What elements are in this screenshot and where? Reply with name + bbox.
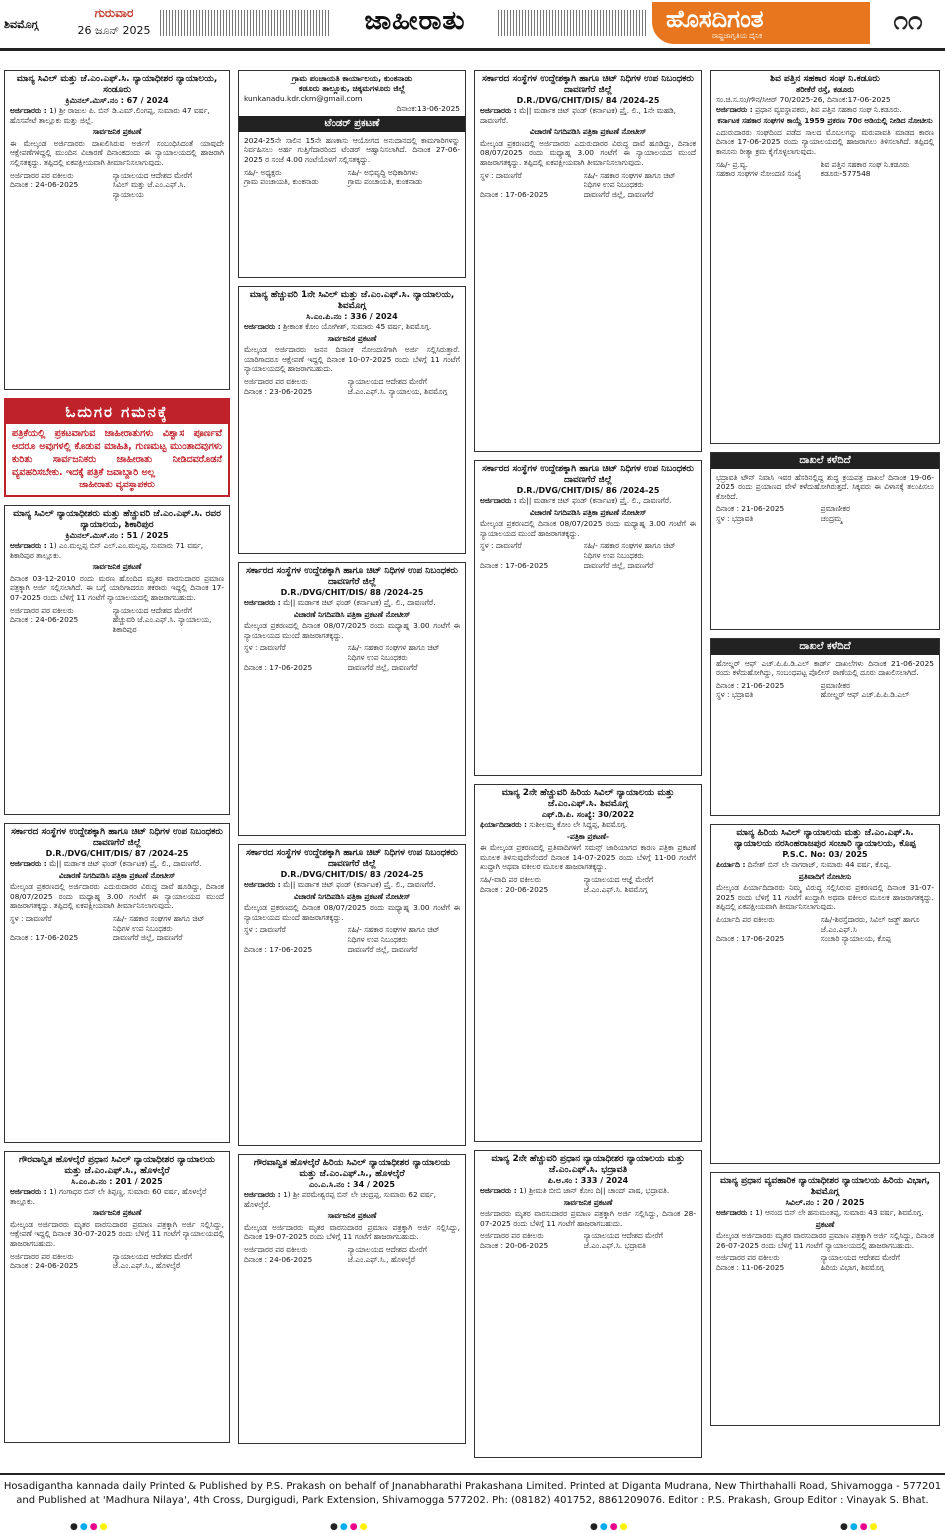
section-label: ಸಾರ್ವಜನಿಕ ಪ್ರಕಟಣೆ (92, 562, 142, 572)
party-text: 1) ಎಂ.ಮಲ್ಲಪ್ಪ ಬಿನ್ ಎಲ್.ಎಂ.ಮಲ್ಲಪ್ಪ, ಸುಮಾರು 71 ವರ್ಷ, ಶಿಕಾರಿಪುರ ತಾಲ್ಲೂಕು. (10, 541, 204, 560)
reference-line: ಸಂ.ಚಿ.ಸ.ಸಂ/ಗೌನ/ಸಿಆರ್ 70/2025-26, ದಿನಾಂಕ:17-06-2025 (716, 95, 891, 104)
party-text: 1) ಶ್ರೀ ಪರಮೇಶ್ವರಪ್ಪ ಬಿನ್ ಲೇ ಚಂದ್ರಪ್ಪ, ಸುಮಾರು 62 ವರ್ಷ, ಹೊಳಲ್ಕೆರೆ. (244, 1190, 436, 1209)
case-number: ಸಿ.ಎಂ.ಪಿ.ನಂ : 201 / 2025 (71, 1177, 163, 1186)
footer-right: ನ್ಯಾಯಾಲಯದ ಆದೇಶದ ಮೇರೆಗೆ (112, 1251, 193, 1261)
footer-left: ಸಹಿ/-ವಾದಿ ಪರ ವಕೀಲರು (480, 874, 542, 884)
footer-place: ಹೋಲ್ಡರ್ ಆಫ್ ಎಚ್.ಪಿ.ಪಿ.ಡಿ.ಎಲ್ (820, 690, 910, 700)
ad-heading: ಮಾನ್ಯ ಪ್ರಧಾನ ವ್ಯವಹಾರಿಕ ನ್ಯಾಯಾಧೀಶರ ನ್ಯಾಯಾಲಯ ಹಿರಿಯ ವಿಭಾಗ, ಶಿವಮೊಗ್ಗ (720, 1176, 930, 1197)
page-number: ೧೧ (893, 6, 923, 36)
party-text: ಮೆ|| ಮರ್ಡಾಕ ಚಿಟ್ ಫಂಡ್ (ಕರ್ನಾಟಕ) ಪ್ರೈ. ಲಿ., ದಾವಣಗೆರೆ. (283, 598, 436, 607)
ad-body: ಮೇಲ್ಕಂಡ ಅರ್ಜಿದಾರರು ಮೃತರ ವಾರಸುದಾರರ ಪ್ರಮಾಣ ಪತ್ರಕ್ಕಾಗಿ ಅರ್ಜಿ ಸಲ್ಲಿಸಿದ್ದು, ದಿನಾಂಕ 26-07-2025 ರಂದು ಬೆಳಿಗ್ಗೆ 11 ಗಂಟೆಗೆ ನ್ಯಾಯಾಲಯದಲ್ಲಿ ಹಾಜರಾಗಬಹುದು. (716, 1231, 934, 1250)
ad-footer (716, 504, 934, 523)
case-number: P.S.C. No: 03/ 2025 (782, 850, 868, 859)
footer-left: ಅರ್ಜಿದಾರರ ಪರ ವಕೀಲರು (10, 605, 74, 615)
footer-place: ಜೆ.ಎಂ.ಎಫ್.ಸಿ. ಭದ್ರಾವತಿ (583, 1240, 646, 1250)
imprint-line-2: and Published at 'Madhura Nilaya', 4th Cross, Durgigudi, Park Extension, Shivamogga 577202. Ph: (08182) 401752, 8861209076. Editor : P.S. Prakash, Group Editor : Vinayak S. Bhat. (16, 1495, 929, 1506)
footer-right: ಪ್ರಮಾಣೀಕರ (820, 680, 850, 690)
footer-place: ದಾವಣಗೆರೆ ಜಿಲ್ಲೆ, ದಾವಣಗೆರೆ (347, 944, 418, 954)
party-label: ಅರ್ಜಿದಾರರು : (480, 106, 517, 115)
ad-date: ದಿನಾಂಕ:13-06-2025 (396, 103, 460, 113)
footer-left: ಸ್ಥಳ : ದಾವಣಗೆರೆ (480, 170, 522, 180)
party-label: ಅರ್ಜಿದಾರರು : (244, 322, 281, 331)
header-hatch-right (498, 10, 648, 36)
footer-date: ದಿನಾಂಕ : 24-06-2025 (244, 1254, 313, 1264)
party-text: 1) ಆನಂದ ಬಿನ್ ಲೇ ಹನುಮಂತಪ್ಪ, ಸುಮಾರು 43 ವರ್ಷ, ಶಿವಮೊಗ್ಗ. (755, 1208, 924, 1217)
footer-date: ದಿನಾಂಕ : 20-06-2025 (480, 1240, 549, 1250)
party-text: 1) ಶ್ರೀಮತಿ ಬೀಬಿ ಜಾನ್ ಕೋಂ ದಿ|| ಚಾಂದ್ ಪಾಷ, ಭದ್ರಾವತಿ. (519, 1186, 670, 1195)
footer-place: ಚಂದ್ರಮ್ಮ (820, 513, 843, 523)
footer-left: ದಿನಾಂಕ : 21-06-2025 (716, 680, 785, 690)
issue-date: 26 ಜೂನ್ 2025 (77, 24, 151, 37)
party-label: ಅರ್ಜಿದಾರರು : (10, 859, 47, 868)
ad-footer (716, 681, 934, 700)
ad-footer (716, 160, 934, 179)
court-notice (4, 70, 230, 390)
court-notice (4, 1151, 230, 1443)
ad-body: ಎದುರುದಾರರು ಸಂಘದಿಂದ ಪಡೆದ ಸಾಲದ ಮೊಬಲಗನ್ನು ಮರುಪಾವತಿ ಮಾಡದ ಕಾರಣ ದಿನಾಂಕ 17-06-2025 ರಂದು ನ್ಯಾಯಾಲಯದಲ್ಲಿ ಹಾಜರಾಗಲು ತಿಳಿಸಲಾಗಿದೆ. ತಪ್ಪಿದಲ್ಲಿ ಕಾನೂನು ರೀತ್ಯಾ ಕ್ರಮ ಕೈಗೊಳ್ಳಲಾಗುವುದು. (716, 127, 934, 156)
ad-heading: ಗೌರವಾನ್ವಿತ ಹೊಳಲ್ಕೆರೆ ಹಿರಿಯ ಸಿವಿಲ್ ನ್ಯಾಯಾಧೀಶರ ನ್ಯಾಯಾಲಯ ಮತ್ತು ಜೆ.ಎಂ.ಎಫ್.ಸಿ., ಹೊಳಲ್ಕೆರೆ (253, 1158, 451, 1179)
footer-place: ದಾವಣಗೆರೆ ಜಿಲ್ಲೆ, ದಾವಣಗೆರೆ (583, 560, 654, 570)
notice-sign: ಜಾಹೀರಾತು ವ್ಯವಸ್ಥಾಪಕರು (79, 480, 155, 490)
tender-notice (238, 70, 466, 278)
court-notice (474, 784, 702, 1142)
footer-right: ಸಹಿ/- ಸಹಕಾರ ಸಂಘಗಳ ಹಾಗೂ ಚಿಟ್ ನಿಧಿಗಳ ಉಪ ನಿಬಂಧಕರು (112, 913, 205, 933)
footer-left: ಅರ್ಜಿದಾರರ ಪರ ವಕೀಲರು (716, 1253, 780, 1263)
edition-city: ಶಿವಮೊಗ್ಗ (4, 18, 39, 31)
footer-date: ದಿನಾಂಕ : 20-06-2025 (480, 884, 549, 894)
ad-body: ಮೇಲ್ಕಂಡ ಪ್ರಕರಣದಲ್ಲಿ ಅರ್ಜಿದಾರರು ಎದುರುದಾರರ ವಿರುದ್ಧ ದಾವೆ ಹೂಡಿದ್ದು, ದಿನಾಂಕ 08/07/2025 ರಂದು ಮಧ್ಯಾಹ್ನ 3.00 ಗಂಟೆಗೆ ಈ ನ್ಯಾಯಾಲಯದ ಮುಂದೆ ಹಾಜರಾಗತಕ್ಕದ್ದು. ತಪ್ಪಿದಲ್ಲಿ ಏಕಪಕ್ಷೀಯವಾಗಿ ತೀರ್ಮಾನಿಸಲಾಗುವುದು. (10, 882, 224, 911)
section-label: ಕರ್ನಾಟಕ ಸಹಕಾರ ಸಂಘಗಳ ಕಾಯ್ದೆ 1959 ಪ್ರಕರಣ 70ರ ಅಡಿಯಲ್ಲಿ ನೀಡಿದ ನೋಟೀಸು (717, 116, 933, 126)
footer-date: ದಿನಾಂಕ : 17-06-2025 (480, 560, 549, 570)
lost-document-notice (710, 452, 940, 630)
ad-subheading: ಕಡೂರು ತಾಲ್ಲೂಕು, ಚಿಕ್ಕಮಗಳೂರು ಜಿಲ್ಲೆ (298, 84, 406, 93)
party-label: ಅರ್ಜಿದಾರರು : (10, 541, 47, 550)
case-number: D.R./DVG/CHIT/DIS/ 87 /2024-25 (45, 849, 189, 858)
footer-right: ಸಹಿ/- ಸಹಕಾರ ಸಂಘಗಳ ಹಾಗೂ ಚಿಟ್ ನಿಧಿಗಳ ಉಪ ನಿಬಂಧಕರು (347, 643, 440, 662)
court-notice (4, 505, 230, 815)
party-text: 1) ಗಂಗಾಧರ ಬಿನ್ ಲೇ ತಿಪ್ಪಣ್ಣ, ಸುಮಾರು 60 ವರ್ಷ, ಹೊಳಲ್ಕೆರೆ ತಾಲ್ಲೂಕು. (10, 1187, 207, 1206)
footer-right: ಸಹಿ/- ಸಹಕಾರ ಸಂಘಗಳ ಹಾಗೂ ಚಿಟ್ ನಿಧಿಗಳ ಉಪ ನಿಬಂಧಕರು (583, 170, 676, 190)
case-number: D.R./DVG/CHIT/DIS/ 84 /2024-25 (516, 96, 660, 105)
section-label: ವಿಚಾರಣೆ ನಿಗದಿಪಡಿಸಿ ಪತ್ರಿಕಾ ಪ್ರಕಟಣೆ ನೋಟೀಸ್ (529, 507, 647, 517)
party-label: ಫಿರ್ಯಾದಿದಾರರು : (480, 820, 527, 829)
section-label: ವಿಚಾರಣೆ ನಿಗದಿಪಡಿಸಿ ಪತ್ರಿಕಾ ಪ್ರಕಟಣೆ ನೋಟೀಸ್ (58, 870, 176, 880)
ad-body: ಮೇಲ್ಕಂಡ ಪ್ರಕರಣದಲ್ಲಿ ಅರ್ಜಿದಾರರು ಎದುರುದಾರರ ವಿರುದ್ಧ ದಾವೆ ಹೂಡಿದ್ದು, ದಿನಾಂಕ 08/07/2025 ರಂದು ಮಧ್ಯಾಹ್ನ 3.00 ಗಂಟೆಗೆ ಈ ನ್ಯಾಯಾಲಯದ ಮುಂದೆ ಹಾಜರಾಗತಕ್ಕದ್ದು. ತಪ್ಪಿದಲ್ಲಿ ಏಕಪಕ್ಷೀಯವಾಗಿ ತೀರ್ಮಾನಿಸಲಾಗುವುದು. (480, 138, 696, 167)
footer-right: ನ್ಯಾಯಾಲಯದ ಆದೇಶದ ಮೇರೆಗೆ (112, 605, 193, 615)
ad-heading: ಮಾನ್ಯ ಸಿವಿಲ್ ನ್ಯಾಯಾಧೀಶರು ಮತ್ತು ಹೆಚ್ಚುವರಿ ಜೆ.ಎಂ.ಎಫ್.ಸಿ. ರವರ ನ್ಯಾಯಾಲಯ, ಶಿಕಾರಿಪುರ (13, 509, 221, 530)
footer-right: ನ್ಯಾಯಾಲಯದ ಆದೇಶದ ಮೇರೆಗೆ (583, 1231, 663, 1241)
ad-heading: ಮಾನ್ಯ ಹಿರಿಯ ಸಿವಿಲ್ ನ್ಯಾಯಾಲಯ ಮತ್ತು ಜೆ.ಎಂ.ಎಫ್.ಸಿ. ನ್ಯಾಯಾಲಯ ನರಸಿಂಹರಾಜಪುರ ಸಂಚಾರಿ ನ್ಯಾಯಾಲಯ, ಕೊಪ್ಪ (734, 828, 916, 849)
party-text: ಸುಶೀಲಮ್ಮ ಕೋಂ ಲೇ ಸಿದ್ದಪ್ಪ, ಶಿವಮೊಗ್ಗ. (529, 820, 628, 829)
footer-date: ಸ್ಥಳ : ಭದ್ರಾವತಿ (716, 690, 754, 700)
ad-footer (10, 1252, 224, 1271)
footer-left: ಅರ್ಜಿದಾರರ ಪರ ವಕೀಲರು (480, 1231, 544, 1241)
footer-date: ದಿನಾಂಕ : 24-06-2025 (10, 615, 79, 625)
registration-marks: ●●●● (330, 1522, 370, 1532)
column-4 (710, 70, 940, 1434)
footer-right: ಪ್ರಮಾಣೀಕರ (820, 504, 850, 514)
ad-footer (480, 875, 696, 894)
footer-place: ಹೆಚ್ಚುವರಿ ಜೆ.ಎಂ.ಎಫ್.ಸಿ. ನ್ಯಾಯಾಲಯ, ಶಿಕಾರಿಪುರ (112, 615, 212, 634)
footer-right: ನ್ಯಾಯಾಲಯದ ಆದೇಶದ ಮೇರೆಗೆ (820, 1253, 900, 1263)
party-text: ಮೆ|| ಮರ್ಡಾಕ ಚಿಟ್ ಫಂಡ್ (ಕರ್ನಾಟಕ) ಪ್ರೈ. ಲಿ., ದಾವಣಗೆರೆ. (519, 496, 672, 505)
ad-heading: ಮಾನ್ಯ ಹೆಚ್ಚುವರಿ 1ನೇ ಸಿವಿಲ್ ಮತ್ತು ಜೆ.ಎಂ.ಎಫ್.ಸಿ. ನ್ಯಾಯಾಲಯ, ಶಿವಮೊಗ್ಗ (249, 290, 455, 311)
ad-heading: ಮಾನ್ಯ ಸಿವಿಲ್ ಮತ್ತು ಜೆ.ಎಂ.ಎಫ್.ಸಿ. ನ್ಯಾಯಾಧೀಶರ ನ್ಯಾಯಾಲಯ, ಸಂಡೂರು (16, 74, 218, 95)
chit-fund-notice (4, 823, 230, 1143)
ad-footer (480, 1231, 696, 1250)
footer-left: ದಿನಾಂಕ : 21-06-2025 (716, 504, 785, 514)
footer-left: ಅರ್ಜಿದಾರರ ಪರ ವಕೀಲರು (10, 170, 74, 180)
footer-right: ಸಹಿ/- ಸಹಕಾರ ಸಂಘಗಳ ಹಾಗೂ ಚಿಟ್ ನಿಧಿಗಳ ಉಪ ನಿಬಂಧಕರು (347, 925, 440, 944)
registration-marks: ●●●● (590, 1522, 630, 1532)
ad-body: 2024-25ನೇ ಸಾಲಿನ 15ನೇ ಹಣಕಾಸು ಆಯೋಗದ ಅನುದಾನದಲ್ಲಿ ಕಾಮಗಾರಿಗಳನ್ನು ನಿರ್ವಹಿಸಲು ಅರ್ಹ ಗುತ್ತಿಗೆದಾರರಿಂದ ಟೆಂಡರ್ ಆಹ್ವಾನಿಸಲಾಗಿದೆ. ದಿನಾಂಕ 27-06-2025 ರ ಸಂಜೆ 4.00 ಗಂಟೆಯೊಳಗೆ ಸಲ್ಲಿಸತಕ್ಕದ್ದು. (244, 135, 460, 164)
party-text: 1) ಶ್ರೀ ರಾಜುಲ ಪಿ. ಬಿನ್ ಡಿ.ಎಮ್.ಲಿಂಗಪ್ಪ, ಸುಮಾರು 47 ವರ್ಷ, ಹೊಸಪೇಟೆ ತಾಲ್ಲೂಕು ಮತ್ತು ಜಿಲ್ಲೆ. (10, 106, 210, 125)
footer-date: ಸಹಕಾರ ಸಂಘಗಳ ನೋಂದಣಿ ಸಂಖ್ಯೆ (716, 169, 802, 179)
tender-banner: ಟೆಂಡರ್ ಪ್ರಕಟಣೆ (239, 116, 465, 132)
ad-heading: ಶಿವ ಪತ್ತಿನ ಸಹಕಾರ ಸಂಘ ನಿ.ಕಡೂರು (770, 74, 880, 84)
section-label: ಪ್ರಕಟಣೆ (815, 1219, 835, 1229)
section-title: ಜಾಹೀರಾತು (364, 6, 466, 36)
footer-date: ದಿನಾಂಕ : 17-06-2025 (716, 934, 785, 944)
ad-footer (244, 168, 460, 187)
ad-footer (244, 377, 460, 396)
ad-body: ಮೇಲ್ಕಂಡ ಅರ್ಜಿದಾರರು ಜನನ ದಿನಾಂಕ ನೋಂದಣಿಗಾಗಿ ಅರ್ಜಿ ಸಲ್ಲಿಸಿರುತ್ತಾರೆ. ಯಾರಿಗಾದರೂ ಆಕ್ಷೇಪಣೆ ಇದ್ದಲ್ಲಿ ದಿನಾಂಕ 10-07-2025 ರಂದು ಬೆಳಿಗ್ಗೆ 11 ಗಂಟೆಗೆ ನ್ಯಾಯಾಲಯದಲ್ಲಿ ಹಾಜರಾಗಬಹುದು. (244, 345, 460, 374)
logo-text: ಹೊಸದಿಗಂತ (666, 4, 764, 33)
ad-body: ಮೇಲ್ಕಂಡ ಪ್ರಕರಣದಲ್ಲಿ ದಿನಾಂಕ 08/07/2025 ರಂದು ಮಧ್ಯಾಹ್ನ 3.00 ಗಂಟೆಗೆ ಈ ನ್ಯಾಯಾಲಯದ ಮುಂದೆ ಹಾಜರಾಗತಕ್ಕದ್ದು. (480, 519, 696, 538)
section-label: ವಿಚಾರಣೆ ನಿಗದಿಪಡಿಸಿ ಪತ್ರಿಕಾ ಪ್ರಕಟಣೆ ನೋಟೀಸ್ (293, 609, 411, 619)
case-number: D.R./DVG/CHIT/DIS/ 86 /2024-25 (516, 486, 660, 495)
ad-body: ಮೇಲ್ಕಂಡ ಅರ್ಜಿದಾರರು ಮೃತರ ವಾರಸುದಾರರ ಪ್ರಮಾಣ ಪತ್ರಕ್ಕಾಗಿ ಅರ್ಜಿ ಸಲ್ಲಿಸಿದ್ದು, ದಿನಾಂಕ 19-07-2025 ರಂದು ಬೆಳಿಗ್ಗೆ 11 ಗಂಟೆಗೆ ಹಾಜರಾಗಬಹುದು. (244, 1222, 460, 1242)
court-notice (474, 1150, 702, 1458)
email: kunkanadu.kdr.ckm@gmail.com (244, 94, 363, 103)
ad-footer (10, 606, 224, 635)
footer-right: ಸಹಿ/- ಅಭಿವೃದ್ಧಿ ಅಧಿಕಾರಿಗಳು (347, 167, 418, 177)
ad-body: ಮೇಲ್ಕಂಡ ಅರ್ಜಿದಾರರು ಮೃತರ ವಾರಸುದಾರರ ಪ್ರಮಾಣ ಪತ್ರಕ್ಕಾಗಿ ಅರ್ಜಿ ಸಲ್ಲಿಸಿದ್ದು, ಆಕ್ಷೇಪಣೆ ಇದ್ದಲ್ಲಿ ದಿನಾಂಕ 30-07-2025 ರಂದು ಬೆಳಿಗ್ಗೆ 11 ಗಂಟೆಗೆ ನ್ಯಾಯಾಲಯದಲ್ಲಿ ಹಾಜರಾಗಬಹುದು. (10, 1219, 224, 1248)
ad-body: ದಿನಾಂಕ 03-12-2010 ರಂದು ಮರಣ ಹೊಂದಿದ ಮೃತರ ವಾರಸುದಾರರ ಪ್ರಮಾಣ ಪತ್ರಕ್ಕಾಗಿ ಅರ್ಜಿ ಸಲ್ಲಿಸಲಾಗಿದೆ. ಈ ಬಗ್ಗೆ ಯಾರಿಗಾದರೂ ತಕರಾರು ಇದ್ದಲ್ಲಿ ದಿನಾಂಕ 17-07-2025 ರಂದು ಬೆಳಿಗ್ಗೆ 11 ಗಂಟೆಗೆ ನ್ಯಾಯಾಲಯದಲ್ಲಿ ಹಾಜರಾಗಬಹುದು. (10, 573, 224, 602)
footer-date: ದಿನಾಂಕ : 24-06-2025 (10, 180, 79, 190)
party-text: ಪ್ರಧಾನ ವ್ಯವಸ್ಥಾಪಕರು, ಶಿವ ಪತ್ತಿನ ಸಹಕಾರ ಸಂಘ ನಿ.ಕಡೂರು. (755, 104, 902, 114)
party-label: ಅರ್ಜಿದಾರರು : (10, 106, 47, 115)
chit-fund-notice (238, 844, 466, 1146)
section-label: -ಪತ್ರಿಕಾ ಪ್ರಕಟಣೆ- (566, 831, 610, 841)
registration-marks: ●●●● (70, 1522, 110, 1532)
ad-body: ಮೇಲ್ಕಂಡ ಪ್ರಕರಣದಲ್ಲಿ ದಿನಾಂಕ 08/07/2025 ರಂದು ಮಧ್ಯಾಹ್ನ 3.00 ಗಂಟೆಗೆ ಈ ನ್ಯಾಯಾಲಯದ ಮುಂದೆ ಹಾಜರಾಗತಕ್ಕದ್ದು. (244, 903, 460, 922)
notice-body (6, 424, 228, 495)
ad-subheading: ತರೀಕೆರೆ ರಸ್ತೆ, ಕಡೂರು (796, 85, 854, 94)
case-number: ಎಂ.ಎ.ಸಿ.ನಂ : 34 / 2025 (309, 1180, 395, 1189)
ad-body: ಈ ಮೇಲ್ಕಂಡ ಅರ್ಜಿದಾರರು ದಾಖಲಿಸಿರುವ ಅರ್ಜಿಗೆ ಸಂಬಂಧಿಸಿದಂತೆ ಯಾವುದೇ ಆಕ್ಷೇಪಣೆಗಳಿದ್ದಲ್ಲಿ ಮುಂದಿನ ವಿಚಾರಣೆ ದಿನಾಂಕದಂದು ಈ ನ್ಯಾಯಾಲಯದಲ್ಲಿ ಹಾಜರಾಗಿ ಸಲ್ಲಿಸತಕ್ಕದ್ದು. ತಪ್ಪಿದಲ್ಲಿ ಏಕಪಕ್ಷೀಯವಾಗಿ ತೀರ್ಮಾನಿಸಲಾಗುವುದು. (10, 138, 224, 167)
footer-place: ಜೆ.ಎಂ.ಎಫ್.ಸಿ., ಹೊಳಲ್ಕೆರೆ (112, 1261, 181, 1271)
column-1 (4, 70, 230, 1451)
party-label: ಅರ್ಜಿದಾರರು : (716, 1208, 753, 1217)
ad-heading: ಸರ್ಕಾರದ ಸಂಸ್ಥೆಗಳ ಉದ್ದೇಶಕ್ಕಾಗಿ ಹಾಗೂ ಚಿಟ್ ನಿಧಿಗಳ ಉಪ ನಿಬಂಧಕರು ದಾವಣಗೆರೆ ಜಿಲ್ಲೆ (246, 566, 458, 587)
court-notice (710, 1172, 940, 1426)
cooperative-notice (710, 70, 940, 444)
weekday: ಗುರುವಾರ (94, 6, 134, 20)
party-label: ಅರ್ಜಿದಾರರು : (716, 104, 753, 114)
readers-notice (4, 398, 230, 497)
footer-place: ಸಂಚಾರಿ ನ್ಯಾಯಾಲಯ, ಕೊಪ್ಪ (820, 934, 892, 944)
court-notice (238, 1154, 466, 1444)
notice-text: ಪತ್ರಿಕೆಯಲ್ಲಿ ಪ್ರಕಟವಾಗುವ ಜಾಹೀರಾತುಗಳು ವಿಶ್ವಾಸ ಪೂರ್ಣವೆ ಆದರೂ ಅವುಗಳಲ್ಲಿ ಕೊಡುವ ಮಾಹಿತಿ, ಗುಣಮಟ್ಟ ಮುಂತಾದವುಗಳು ಕುರಿತು ಸಾರ್ವಜನಿಕರು ಜಾಹೀರಾತು ನೀಡಿದವರೊಡನೆ ವ್ಯವಹರಿಸಬೇಕು. ಇದಕ್ಕೆ ಪತ್ರಿಕೆ ಜವಾಬ್ದಾರಿ ಅಲ್ಲ (12, 428, 222, 478)
case-number: D.R./DVG/CHIT/DIS/ 88 /2024-25 (280, 588, 424, 597)
ad-body: ಹೋಲ್ಡರ್ ಆಫ್ ಎಚ್.ಪಿ.ಪಿ.ಡಿ.ಎಲ್ ಕಾರ್ಡ್ ದಾಖಲೆಗಳು ದಿನಾಂಕ 21-06-2025 ರಂದು ಕಳೆದುಹೋಗಿದ್ದು, ಸಂಬಂಧಪಟ್ಟ ಪೊಲೀಸ್ ಠಾಣೆಯಲ್ಲಿ ದೂರು ದಾಖಲಿಸಲಾಗಿದೆ. (716, 658, 934, 678)
footer-left: ಸ್ಥಳ : ದಾವಣಗೆರೆ (10, 913, 52, 923)
party-text: ಮೆ|| ಮರ್ಡಾಕ ಚಿಟ್ ಫಂಡ್ (ಕರ್ನಾಟಕ) ಪ್ರೈ. ಲಿ., 1ನೇ ಮಹಡಿ, ದಾವಣಗೆರೆ. (480, 106, 676, 125)
ad-footer (716, 1253, 934, 1272)
footer-place: ಕಡೂರು-577548 (820, 169, 871, 179)
party-label: ಅರ್ಜಿದಾರರು : (480, 1186, 517, 1195)
footer-date: ದಿನಾಂಕ : 17-06-2025 (10, 933, 79, 943)
footer-right: ನ್ಯಾಯಾಲಯದ ಆಜ್ಞೆ ಮೇರೆಗೆ (583, 874, 654, 884)
chit-fund-notice (474, 460, 702, 776)
imprint-footer (0, 1473, 945, 1515)
footer-date: ದಿನಾಂಕ : 23-06-2025 (244, 386, 313, 396)
footer-place: ದಾವಣಗೆರೆ ಜಿಲ್ಲೆ, ದಾವಣಗೆರೆ (112, 933, 183, 943)
case-number: D.R./DVG/CHIT/DIS/ 83 /2024-25 (280, 870, 424, 879)
ad-heading: ಸರ್ಕಾರದ ಸಂಸ್ಥೆಗಳ ಉದ್ದೇಶಕ್ಕಾಗಿ ಹಾಗೂ ಚಿಟ್ ನಿಧಿಗಳ ಉಪ ನಿಬಂಧಕರು ದಾವಣಗೆರೆ ಜಿಲ್ಲೆ (246, 848, 458, 869)
section-label: ವಿಚಾರಣೆ ನಿಗದಿಪಡಿಸಿ ಪತ್ರಿಕಾ ಪ್ರಕಟಣೆ ನೋಟೀಸ್ (293, 891, 411, 901)
ad-heading: ಮಾನ್ಯ 2ನೇ ಹೆಚ್ಚುವರಿ ಪ್ರಧಾನ ನ್ಯಾಯಾಧೀಶರ ನ್ಯಾಯಾಲಯ ಮತ್ತು ಜೆ.ಎಂ.ಎಫ್.ಸಿ. ಭದ್ರಾವತಿ (491, 1154, 685, 1175)
party-label: ಅರ್ಜಿದಾರರು : (244, 1190, 281, 1199)
footer-left: ಸ್ಥಳ : ದಾವಣಗೆರೆ (244, 643, 286, 653)
section-label: ವಿಚಾರಣೆ ನಿಗದಿಪಡಿಸಿ ಪತ್ರಿಕಾ ಪ್ರಕಟಣೆ ನೋಟೀಸ್ (529, 127, 647, 137)
footer-left: ಅರ್ಜಿದಾರರ ಪರ ವಕೀಲರು (244, 1244, 308, 1254)
chit-fund-notice (474, 70, 702, 452)
footer-date: ದಿನಾಂಕ : 24-06-2025 (10, 1261, 79, 1271)
ad-body: ಭದ್ರಾವತಿ ಟೌನ್ ನಿವಾಸಿ ಇವರ ಹೆಸರಿನಲ್ಲಿದ್ದ ಶುದ್ಧ ಕ್ರಯಪತ್ರ ದಾಖಲೆ ದಿನಾಂಕ 19-06-2025 ರಂದು ಪ್ರಯಾಣದ ವೇಳೆ ಕಳೆದುಹೋಗಿರುತ್ತದೆ. ಸಿಕ್ಕವರು ಈ ವಿಳಾಸಕ್ಕೆ ತಲುಪಿಸಲು ಕೋರಿದೆ. (716, 472, 934, 501)
lost-banner: ದಾಖಲೆ ಕಳೆದಿದೆ (711, 639, 939, 655)
section-label: ಸಾರ್ವಜನಿಕ ಪ್ರಕಟಣೆ (327, 333, 377, 343)
footer-right: ಶಿವ ಪತ್ತಿನ ಸಹಕಾರ ಸಂಘ ನಿ.ಕಡೂರು (820, 159, 910, 169)
footer-date: ಸ್ಥಳ : ಭದ್ರಾವತಿ (716, 513, 754, 523)
newspaper-logo (652, 2, 870, 44)
case-number: ಸಿವಿಲ್.ನಂ : 20 / 2025 (785, 1198, 865, 1207)
footer-place: ಹಿರಿಯ ವಿಭಾಗ, ಶಿವಮೊಗ್ಗ (820, 1262, 884, 1272)
party-text: ಮೆ|| ಮರ್ಡಾಕ ಚಿಟ್ ಫಂಡ್ (ಕರ್ನಾಟಕ) ಪ್ರೈ. ಲಿ., ದಾವಣಗೆರೆ. (283, 880, 436, 889)
party-label: ಅರ್ಜಿದಾರರು : (244, 598, 281, 607)
case-number: ಸಿ.ಎಂ.ಪಿ.ನಂ : 336 / 2024 (306, 312, 398, 321)
court-notice (710, 824, 940, 1164)
ad-heading: ಸರ್ಕಾರದ ಸಂಸ್ಥೆಗಳ ಉದ್ದೇಶಕ್ಕಾಗಿ ಹಾಗೂ ಚಿಟ್ ನಿಧಿಗಳ ಉಪ ನಿಬಂಧಕರು ದಾವಣಗೆರೆ ಜಿಲ್ಲೆ (11, 827, 223, 848)
footer-date: ದಿನಾಂಕ : 17-06-2025 (480, 189, 549, 199)
lost-banner: ದಾಖಲೆ ಕಳೆದಿದೆ (711, 453, 939, 469)
footer-left: ಸಹಿ/- ಪ್ರ.ವ್ಯ. (716, 159, 749, 169)
registration-marks: ●●●● (840, 1522, 880, 1532)
ad-heading: ಗ್ರಾಮ ಪಂಚಾಯತಿ ಕಾರ್ಯಾಲಯ, ಕುಂಕನಾಡು (291, 74, 413, 83)
ad-heading: ಗೌರವಾನ್ವಿತ ಹೊಳಲ್ಕೆರೆ ಪ್ರಧಾನ ಸಿವಿಲ್ ನ್ಯಾಯಾಧೀಶರ ನ್ಯಾಯಾಲಯ ಮತ್ತು ಜೆ.ಎಂ.ಎಫ್.ಸಿ., ಹೊಳಲ್ಕೆರೆ (19, 1155, 215, 1176)
notice-title: ಓದುಗರ ಗಮನಕ್ಕೆ (65, 403, 169, 421)
section-label: ಸಾರ್ವಜನಿಕ ಪ್ರಕಟಣೆ (327, 1211, 377, 1221)
case-number: ಎಫ್.ಡಿ.ಪಿ. ಸಂಖ್ಯೆ: 30/2022 (541, 810, 635, 819)
party-label: ಪಿರ್ಯಾದಿ : (716, 860, 746, 869)
party-text: ಮೆ|| ಮರ್ಡಾಕ ಚಿಟ್ ಫಂಡ್ (ಕರ್ನಾಟಕ) ಪ್ರೈ. ಲಿ., ದಾವಣಗೆರೆ. (49, 859, 202, 868)
ad-footer (244, 1245, 460, 1264)
footer-right: ನ್ಯಾಯಾಲಯದ ಆದೇಶದ ಮೇರೆಗೆ (112, 170, 193, 180)
footer-place: ಜೆ.ಎಂ.ಎಫ್.ಸಿ. ಶಿವಮೊಗ್ಗ (583, 884, 648, 894)
section-label: ಸಾರ್ವಜನಿಕ ಪ್ರಕಟಣೆ (92, 1208, 142, 1218)
footer-left: ಸ್ಥಳ : ದಾವಣಗೆರೆ (480, 541, 522, 551)
section-label: ಸಾರ್ವಜನಿಕ ಪ್ರಕಟಣೆ (92, 127, 142, 137)
party-label: ಅರ್ಜಿದಾರರು : (10, 1187, 47, 1196)
footer-date: ದಿನಾಂಕ : 11-06-2025 (716, 1262, 785, 1272)
footer-place: ಗ್ರಾಮ ಪಂಚಾಯತಿ, ಕುಂಕನಾಡು (347, 177, 423, 187)
footer-left: ಸಹಿ/- ಅಧ್ಯಕ್ಷರು (244, 167, 282, 177)
ad-heading: ಸರ್ಕಾರದ ಸಂಸ್ಥೆಗಳ ಉದ್ದೇಶಕ್ಕಾಗಿ ಹಾಗೂ ಚಿಟ್ ನಿಧಿಗಳ ಉಪ ನಿಬಂಧಕರು ದಾವಣಗೆರೆ ಜಿಲ್ಲೆ (482, 74, 694, 95)
ad-footer (716, 915, 934, 944)
ad-body: ಮೇಲ್ಕಂಡ ಪ್ರಕರಣದಲ್ಲಿ ದಿನಾಂಕ 08/07/2025 ರಂದು ಮಧ್ಯಾಹ್ನ 3.00 ಗಂಟೆಗೆ ಈ ನ್ಯಾಯಾಲಯದ ಮುಂದೆ ಹಾಜರಾಗತಕ್ಕದ್ದು. (244, 621, 460, 640)
footer-date: ಗ್ರಾಮ ಪಂಚಾಯತಿ, ಕುಂಕನಾಡು (244, 177, 319, 187)
party-text: ದಿನೇಶ್ ಬಿನ್ ಲೇ ನಾಗರಾಜ್, ಸುಮಾರು 44 ವರ್ಷ, ಕೊಪ್ಪ. (747, 860, 892, 869)
ad-body: ಅರ್ಜಿದಾರರು ಮೃತರ ವಾರಸುದಾರರ ಪ್ರಮಾಣ ಪತ್ರಕ್ಕಾಗಿ ಅರ್ಜಿ ಸಲ್ಲಿಸಿದ್ದು, ದಿನಾಂಕ 28-07-2025 ರಂದು ಬೆಳಿಗ್ಗೆ 11 ಗಂಟೆಗೆ ಹಾಜರಾಗಬಹುದು. (480, 1209, 696, 1228)
footer-right: ಸಹಿ/-ಶಿರಸ್ತೆದಾರರು, ಸಿವಿಲ್ ಜಡ್ಜ್ ಹಾಗೂ ಜೆ.ಎಂ.ಎಫ್.ಸಿ (820, 914, 920, 934)
case-number: ಪಿ.ಅ.ಸಂ : 333 / 2024 (547, 1176, 629, 1185)
ad-footer (480, 541, 696, 570)
footer-left: ಅರ್ಜಿದಾರರ ಪರ ವಕೀಲರು (244, 376, 308, 386)
column-3 (474, 70, 702, 1466)
footer-date: ದಿನಾಂಕ : 17-06-2025 (244, 662, 313, 672)
footer-place: ಸಿವಿಲ್ ಮತ್ತು ಜೆ.ಎಂ.ಎಫ್.ಸಿ. ನ್ಯಾಯಾಲಯ (112, 180, 186, 199)
footer-right: ಸಹಿ/- ಸಹಕಾರ ಸಂಘಗಳ ಹಾಗೂ ಚಿಟ್ ನಿಧಿಗಳ ಉಪ ನಿಬಂಧಕರು (583, 541, 676, 560)
ad-footer (244, 925, 460, 954)
ad-footer (10, 914, 224, 943)
header-hatch-left (160, 10, 330, 36)
footer-place: ಜೆ.ಎಂ.ಎಫ್.ಸಿ. ನ್ಯಾಯಾಲಯ, ಶಿವಮೊಗ್ಗ (347, 386, 448, 396)
logo-tagline: ರಾಷ್ಟ್ರಜಾಗೃತಿಯ ದೈನಿಕ (712, 32, 763, 40)
ad-footer (480, 171, 696, 200)
party-label: ಅರ್ಜಿದಾರರು : (480, 496, 517, 505)
footer-place: ದಾವಣಗೆರೆ ಜಿಲ್ಲೆ, ದಾವಣಗೆರೆ (583, 189, 654, 199)
section-label: ಪ್ರತಿವಾದಿಗೆ ನೋಟೀಸು (798, 871, 852, 881)
footer-place: ಜೆ.ಎಂ.ಎಫ್.ಸಿ., ಹೊಳಲ್ಕೆರೆ (347, 1254, 415, 1264)
ad-body: ಮೇಲ್ಕಂಡ ಪಿರ್ಯಾದಿದಾರರು ನಿಮ್ಮ ವಿರುದ್ಧ ಸಲ್ಲಿಸಿರುವ ಪ್ರಕರಣದಲ್ಲಿ ದಿನಾಂಕ 31-07-2025 ರಂದು ಬೆಳಿಗ್ಗೆ 11 ಗಂಟೆಗೆ ಖುದ್ದಾಗಿ ಅಥವಾ ವಕೀಲರ ಮೂಲಕ ಹಾಜರಾಗತಕ್ಕದ್ದು. ತಪ್ಪಿದಲ್ಲಿ ಏಕಪಕ್ಷೀಯವಾಗಿ ತೀರ್ಮಾನಿಸಲಾಗುವುದು. (716, 883, 934, 912)
court-notice (238, 286, 466, 554)
footer-date: ದಿನಾಂಕ : 17-06-2025 (244, 944, 313, 954)
ad-heading: ಮಾನ್ಯ 2ನೇ ಹೆಚ್ಚುವರಿ ಹಿರಿಯ ಸಿವಿಲ್ ನ್ಯಾಯಾಲಯ ಮತ್ತು ಜೆ.ಎಂ.ಎಫ್.ಸಿ. ಶಿವಮೊಗ್ಗ (501, 788, 675, 809)
ad-body: ಈ ಮೇಲ್ಕಂಡ ಪ್ರಕರಣದಲ್ಲಿ ಪ್ರತಿವಾದಿಗಳಿಗೆ ಸಮನ್ಸ್ ಜಾರಿಯಾಗದ ಕಾರಣ ಪತ್ರಿಕಾ ಪ್ರಕಟಣೆ ಮೂಲಕ ತಿಳಿಸುವುದೇನೆಂದರೆ ದಿನಾಂಕ 14-07-2025 ರಂದು ಬೆಳಿಗ್ಗೆ 11-00 ಗಂಟೆಗೆ ಖುದ್ದಾಗಿ ಅಥವಾ ವಕೀಲರ ಮೂಲಕ ಹಾಜರಾಗತಕ್ಕದ್ದು. (480, 843, 696, 872)
case-number: ಕ್ರಿಮಿನಲ್.ಮಿಸ್.ನಂ : 51 / 2025 (65, 531, 169, 540)
masthead (0, 0, 945, 51)
section-label: ಸಾರ್ವಜನಿಕ ಪ್ರಕಟಣೆ (563, 1197, 613, 1207)
ad-heading: ಸರ್ಕಾರದ ಸಂಸ್ಥೆಗಳ ಉದ್ದೇಶಕ್ಕಾಗಿ ಹಾಗೂ ಚಿಟ್ ನಿಧಿಗಳ ಉಪ ನಿಬಂಧಕರು ದಾವಣಗೆರೆ ಜಿಲ್ಲೆ (482, 464, 694, 485)
footer-place: ದಾವಣಗೆರೆ ಜಿಲ್ಲೆ, ದಾವಣಗೆರೆ (347, 662, 418, 672)
date-box (74, 6, 154, 38)
party-label: ಅರ್ಜಿದಾರರು : (244, 880, 281, 889)
footer-left: ಸ್ಥಳ : ದಾವಣಗೆರೆ (244, 925, 286, 935)
footer-left: ಅರ್ಜಿದಾರರ ಪರ ವಕೀಲರು (10, 1251, 74, 1261)
ad-footer (10, 171, 224, 200)
footer-left: ಪಿರ್ಯಾದಿ ಪರ ವಕೀಲರು (716, 914, 775, 924)
imprint-line-1: Hosadigantha kannada daily Printed & Published by P.S. Prakash on behalf of Jnanabharathi Prakashana Limited. Printed at Diganta Mudrana, New Thirthahalli Road, Shivamogga - 577201 (3, 1481, 942, 1492)
chit-fund-notice (238, 562, 466, 836)
ad-footer (244, 643, 460, 672)
lost-document-notice (710, 638, 940, 816)
column-2 (238, 70, 466, 1452)
party-text: ಶ್ರೀಕಾಂತ ಕೋಂ ಯೋಗೀಶ್, ಸುಮಾರು 45 ವರ್ಷ, ಶಿವಮೊಗ್ಗ. (283, 322, 432, 331)
footer-right: ನ್ಯಾಯಾಲಯದ ಆದೇಶದ ಮೇರೆಗೆ (347, 1244, 427, 1254)
footer-right: ನ್ಯಾಯಾಲಯದ ಆದೇಶದ ಮೇರೆಗೆ (347, 376, 427, 386)
case-number: ಕ್ರಿಮಿನಲ್.ಮಿಸ್.ನಂ : 67 / 2024 (65, 96, 169, 105)
